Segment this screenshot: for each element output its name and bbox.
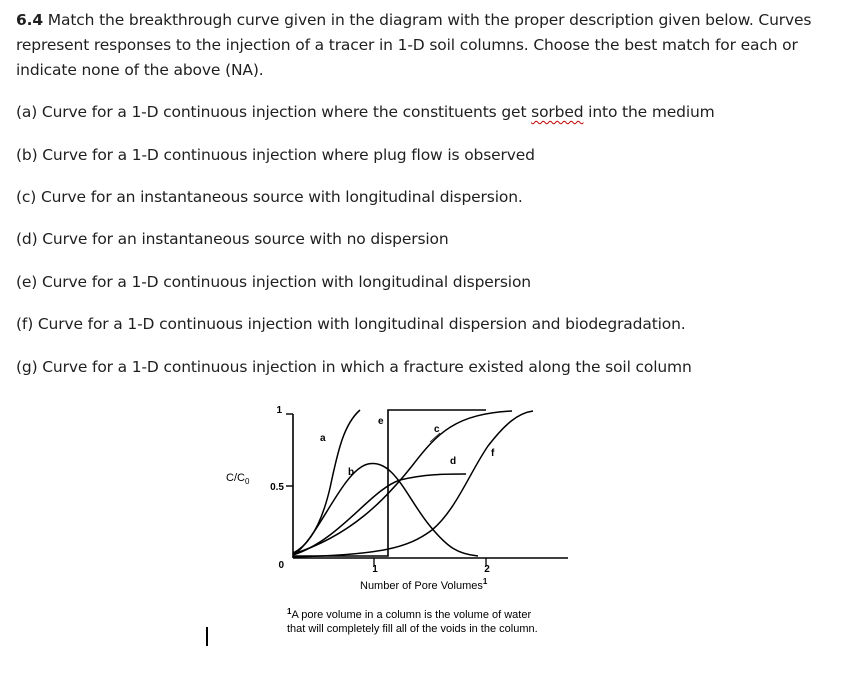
y-axis-label: $C/C_0$: [226, 472, 250, 486]
option-d: (d) Curve for an instantaneous source with no dispersion: [16, 230, 449, 248]
curve-label-c: c: [434, 424, 440, 435]
option-a: (a) Curve for a 1-D continuous injection where the constituents get sorbed into the medium: [16, 103, 715, 121]
curve-label-d: d: [450, 456, 457, 467]
problem-number: 6.4: [16, 11, 44, 29]
curve-label-f: f: [491, 448, 495, 459]
y-tick-label-0: 0: [278, 560, 284, 571]
problem-intro: Match the breakthrough curve given in the diagram with the proper description given below. Curves represent responses to the injection of a tracer in 1-D soil columns. Choose the best match for each or indicate none of the above (NA).: [16, 11, 812, 79]
curve-label-b: b: [348, 467, 355, 478]
y-tick-label-half: 0.5: [270, 482, 284, 493]
curve-label-e: e: [378, 416, 384, 427]
option-b: (b) Curve for a 1-D continuous injection where plug flow is observed: [16, 146, 535, 164]
y-tick-label-1: 1: [276, 405, 282, 416]
curve-e: [293, 410, 486, 556]
curve-c: [293, 411, 512, 554]
x-tick-label-1: 1: [372, 564, 378, 575]
x-axis-label: Number of Pore Volumes$^1$: [360, 577, 488, 592]
text-cursor: [206, 627, 208, 646]
x-tick-label-2: 2: [484, 564, 490, 575]
footnote-line1: $^1$A pore volume in a column is the volume of water: [287, 607, 532, 621]
curve-label-a: a: [320, 433, 326, 444]
curve-d: [293, 474, 466, 555]
option-g: (g) Curve for a 1-D continuous injection in which a fracture existed along the soil column: [16, 358, 692, 376]
spellcheck-word[interactable]: sorbed: [531, 103, 584, 121]
curve-a: [293, 410, 360, 553]
option-e: (e) Curve for a 1-D continuous injection with longitudinal dispersion: [16, 273, 531, 291]
option-c: (c) Curve for an instantaneous source with longitudinal dispersion.: [16, 188, 523, 206]
option-f: (f) Curve for a 1-D continuous injection with longitudinal dispersion and biodegradation.: [16, 315, 686, 333]
footnote-line2: that will completely fill all of the voids in the column.: [287, 623, 538, 635]
